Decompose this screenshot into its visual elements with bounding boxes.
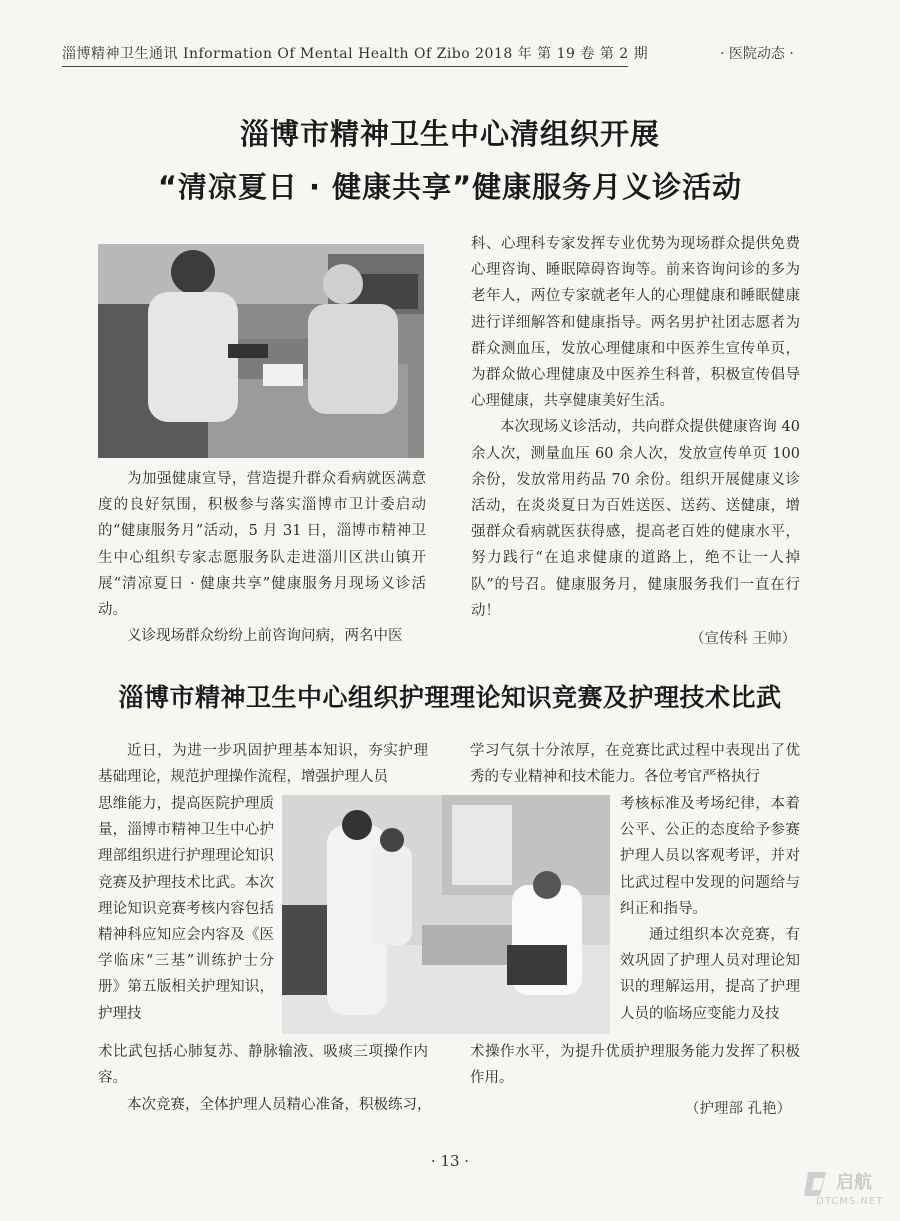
article2-right-top: 学习气氛十分浓厚，在竞赛比武过程中表现出了优秀的专业精神和技术能力。各位考官严格执行	[470, 743, 800, 786]
watermark-brand: 启航	[836, 1172, 872, 1193]
article1-left-paragraph1: 为加强健康宣导，营造提升群众看病就医满意度的良好氛围，积极参与落实淄博市卫计委启动的“健康服务月”活动，5 月 31 日，淄博市精神卫生中心组织专家志愿服务队走进淄川区洪山镇开展“清凉夏日 · 健康共享”健康服务月现场义诊活动。	[98, 471, 426, 619]
article1-right-paragraph1: 科、心理科专家发挥专业优势为现场群众提供免费心理咨询、睡眠障碍咨询等。前来咨询问诊的多为老年人，两位专家就老年人的心理健康和睡眠健康进行详细解答和健康指导。两名男护社团志愿者为群众测血压，发放心理健康和中医养生宣传单页，为群众做心理健康及中医养生科普，积极宣传倡导心理健康，共享健康美好生活。	[471, 236, 800, 410]
watermark-logo	[800, 1166, 890, 1212]
article2-left-bottom: 术比武包括心肺复苏、静脉输液、吸痰三项操作内容。	[98, 1044, 428, 1087]
article1-title-line1: 淄博市精神卫生中心清组织开展	[239, 117, 660, 151]
article1-title-line2: “清凉夏日 · 健康共享”健康服务月义诊活动	[157, 170, 743, 204]
article2-right-wrap1: 考核标准及考场纪律，本着公平、公正的态度给予参赛护理人员以客观考评，并对比武过程中发现的问题给与纠正和指导。	[620, 796, 800, 917]
article2-left-top: 近日，为进一步巩固护理基本知识，夯实护理基础理论，规范护理操作流程，增强护理人员	[98, 743, 428, 786]
article2-left-wrap: 思维能力，提高医院护理质量，淄博市精神卫生中心护理部组织进行护理理论知识竞赛及护理技术比武。本次理论知识竞赛考核内容包括精神科应知应会内容及《医学临床“三基”训练护士分册》第五版相关护理知识，护理技	[98, 796, 274, 1022]
article2-signature: （护理部 孔艳）	[685, 1101, 792, 1117]
page-number: · 13 ·	[430, 1152, 470, 1170]
section-label: · 医院动态 ·	[720, 46, 794, 62]
article2-title: 淄博市精神卫生中心组织护理理论知识竞赛及护理技术比武	[118, 683, 782, 712]
header-rule	[62, 66, 628, 67]
article1-left-paragraph2: 义诊现场群众纷纷上前咨询问病，两名中医	[127, 628, 403, 645]
article1-right-column	[471, 231, 800, 624]
nursing-competition-photo	[282, 795, 610, 1034]
article2-right-wrap2: 通过组织本次竞赛，有效巩固了护理人员对理论知识的理解运用，提高了护理人员的临场应变能力及技	[620, 927, 800, 1022]
article1-signature: （宣传科 王帅）	[690, 631, 797, 647]
journal-header: 淄博精神卫生通讯 Information Of Mental Health Of Zibo 2018 年 第 19 卷 第 2 期	[62, 46, 649, 62]
watermark-url: DTCMS.NET	[816, 1196, 884, 1207]
article1-left-column	[98, 466, 426, 649]
article2-right-bottom: 术操作水平，为提升优质护理服务能力发挥了积极作用。	[470, 1044, 800, 1087]
article1-right-paragraph2: 本次现场义诊活动，共向群众提供健康咨询 40 余人次，测量血压 60 余人次，发放宣传单页 100 余份，发放常用药品 70 余份。组织开展健康义诊活动，在炎炎夏日为百姓送医、送药、送健康，增强群众看病就医获得感，提高老百姓的健康水平，努力践行“在追求健康的道路上，绝不让一人掉队”的号召。健康服务月，健康服务我们一直在行动！	[471, 419, 800, 619]
article2-left-paragraph2: 本次竞赛，全体护理人员精心准备，积极练习，	[127, 1097, 432, 1113]
clinic-photo	[98, 244, 424, 458]
